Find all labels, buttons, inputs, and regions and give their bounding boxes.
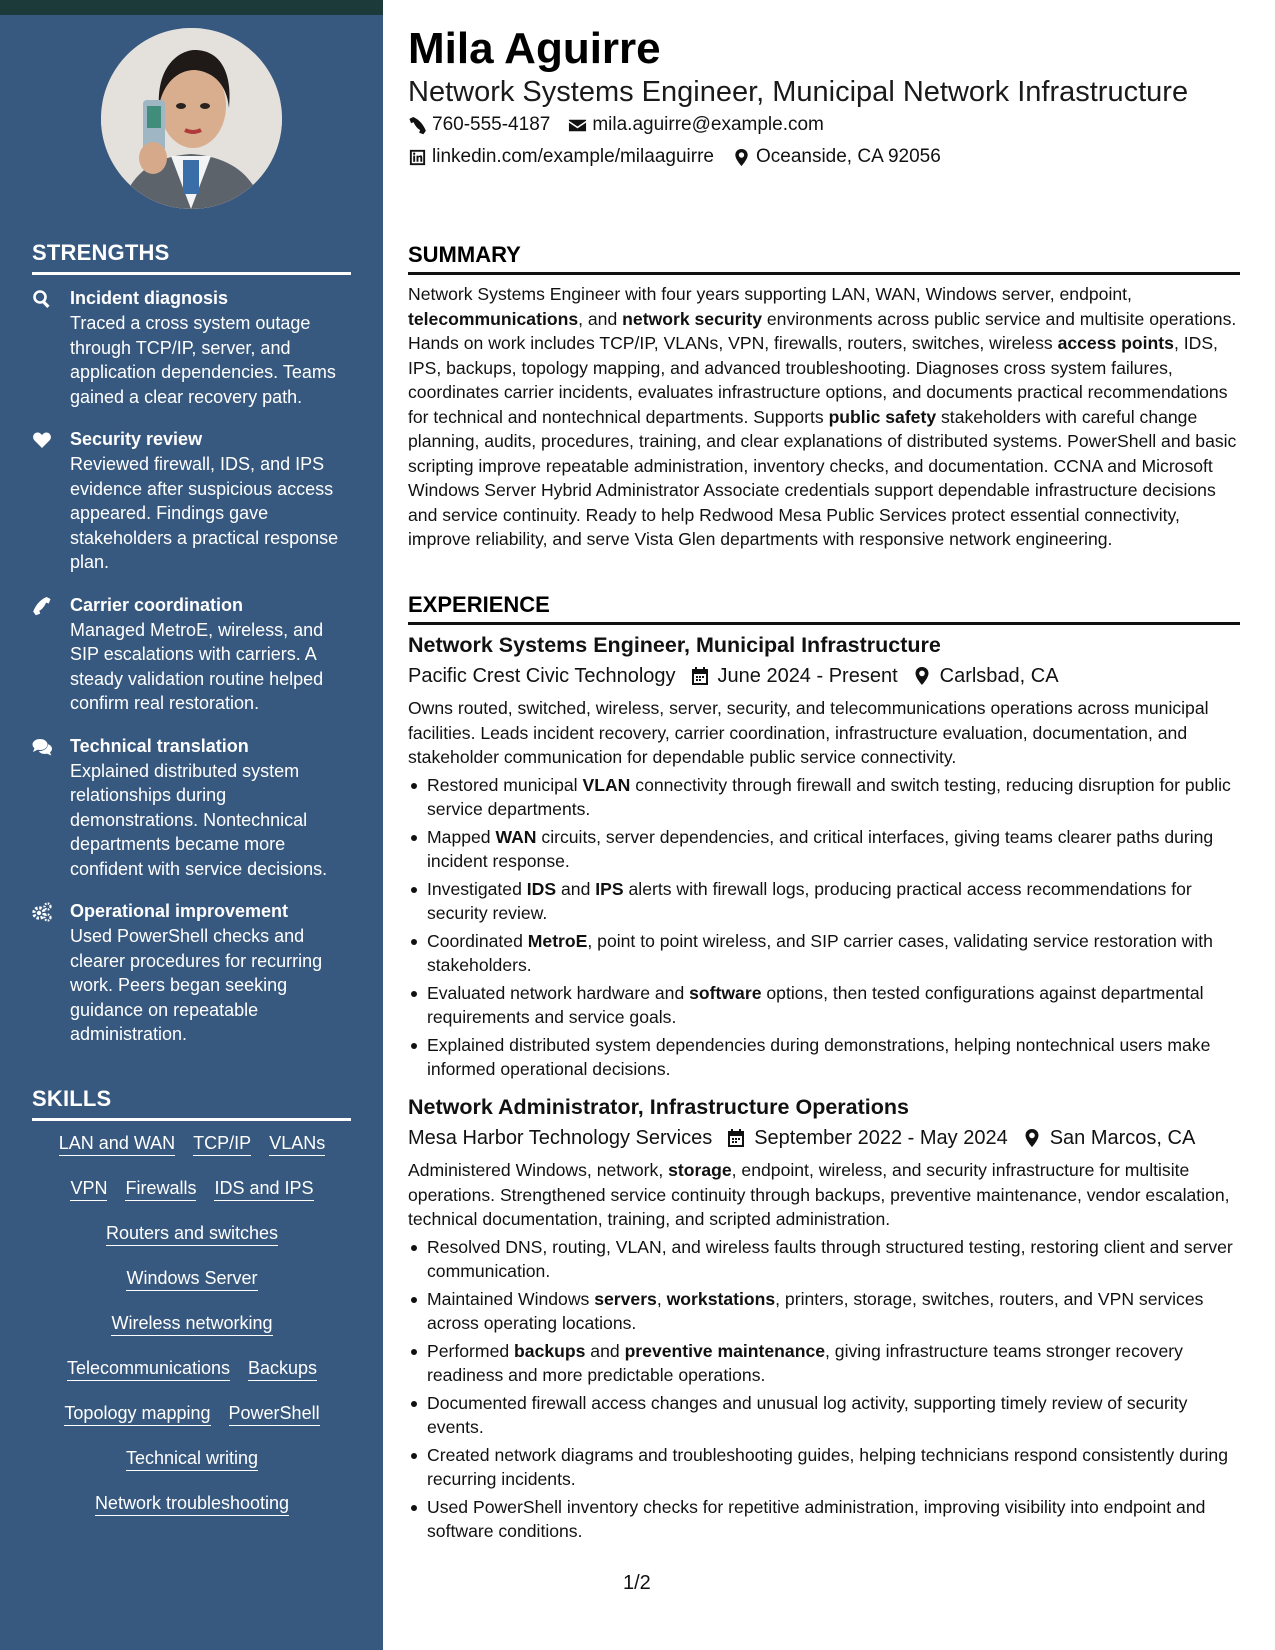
- email-text: mila.aguirre@example.com: [592, 114, 824, 135]
- list-item: Used PowerShell inventory checks for repetitive administration, improving visibility into endpoint and software conditions.: [408, 1495, 1240, 1544]
- strength-item: [32, 286, 352, 409]
- skill-row: [32, 1267, 352, 1312]
- job-company: Pacific Crest Civic Technology: [408, 665, 676, 687]
- list-item: Resolved DNS, routing, VLAN, and wireless faults through structured testing, restoring client and server communication.: [408, 1235, 1240, 1284]
- search-icon: [32, 286, 70, 409]
- job-dates: September 2022 - May 2024: [754, 1127, 1008, 1149]
- strength-title: Incident diagnosis: [70, 288, 229, 308]
- list-item: Explained distributed system dependencies during demonstrations, helping nontechnical users make informed operational decisions.: [408, 1033, 1240, 1082]
- list-item: Mapped WAN circuits, server dependencies, and critical interfaces, giving teams clearer paths during incident response.: [408, 825, 1240, 874]
- job-company: Mesa Harbor Technology Services: [408, 1127, 713, 1149]
- job-meta: [408, 1123, 1240, 1153]
- skill-tag: Telecommunications: [67, 1357, 230, 1381]
- list-item: Maintained Windows servers, workstations, printers, storage, switches, routers, and VPN services across operating locations.: [408, 1287, 1240, 1336]
- gears-icon: [32, 899, 70, 1047]
- list-item: Restored municipal VLAN connectivity through firewall and switch testing, reducing disruption for public service departments.: [408, 773, 1240, 822]
- job-bullets: [408, 773, 1240, 1082]
- summary-heading: SUMMARY: [408, 242, 1240, 275]
- strength-text: Managed MetroE, wireless, and SIP escalations with carriers. A steady validation routine helped confirm real restoration.: [70, 619, 324, 713]
- job-entry: [408, 631, 1240, 1085]
- skills-heading: SKILLS: [32, 1086, 351, 1121]
- strength-text: Used PowerShell checks and clearer procedures for recurring work. Peers began seeking guidance on repeatable administration.: [70, 926, 323, 1044]
- skill-tag: LAN and WAN: [59, 1132, 175, 1156]
- linkedin-icon: [408, 148, 427, 167]
- phone-text: 760-555-4187: [432, 114, 551, 135]
- skill-tag: Windows Server: [126, 1267, 257, 1291]
- job-bullets: [408, 1235, 1240, 1544]
- skill-tag: VLANs: [269, 1132, 325, 1156]
- skill-row: [32, 1447, 352, 1492]
- list-item: Performed backups and preventive maintenance, giving infrastructure teams stronger recovery readiness and more predictable operations.: [408, 1339, 1240, 1388]
- strength-item: [32, 427, 352, 575]
- sidebar: [0, 0, 383, 1650]
- contact-row: [408, 145, 941, 169]
- strength-title: Security review: [70, 429, 203, 449]
- calendar-icon: [712, 1128, 754, 1148]
- list-item: Evaluated network hardware and software options, then tested configurations against departmental requirements and service goals.: [408, 981, 1240, 1030]
- contact-linkedin[interactable]: [408, 145, 714, 169]
- list-item: Coordinated MetroE, point to point wireless, and SIP carrier cases, validating service restoration with stakeholders.: [408, 929, 1240, 978]
- skill-tag: Firewalls: [125, 1177, 196, 1201]
- map-pin-icon: [898, 666, 940, 686]
- skills-list: [32, 1132, 352, 1537]
- skill-tag: PowerShell: [229, 1402, 320, 1426]
- experience-heading: EXPERIENCE: [408, 592, 1240, 625]
- calendar-icon: [676, 666, 718, 686]
- strength-title: Operational improvement: [70, 901, 289, 921]
- skill-row: [32, 1312, 352, 1357]
- phone-icon: [408, 116, 427, 135]
- strength-text: Explained distributed system relationships during demonstrations. Nontechnical departments became more confident with service decisions.: [70, 760, 328, 879]
- skill-row: [32, 1222, 352, 1267]
- skill-row: [32, 1132, 352, 1177]
- job-dates: June 2024 - Present: [717, 665, 898, 687]
- skill-row: [32, 1492, 352, 1537]
- strength-title: Carrier coordination: [70, 594, 244, 615]
- strengths-list: [32, 286, 352, 1065]
- candidate-role: Network Systems Engineer, Municipal Network Infrastructure: [408, 76, 1189, 108]
- sidebar-top-bar: [0, 0, 383, 15]
- job-location: San Marcos, CA: [1049, 1127, 1196, 1149]
- skill-tag: VPN: [70, 1177, 107, 1201]
- skill-tag: Topology mapping: [64, 1402, 210, 1426]
- map-pin-icon: [732, 148, 751, 167]
- job-title: Network Administrator, Infrastructure Operations: [408, 1095, 909, 1119]
- list-item: Created network diagrams and troubleshooting guides, helping technicians respond consistently during recurring incidents.: [408, 1443, 1240, 1492]
- map-pin-icon: [1008, 1128, 1050, 1148]
- contact-location: [732, 145, 941, 169]
- page-number: 1/2: [623, 1572, 651, 1594]
- job-title: Network Systems Engineer, Municipal Infrastructure: [408, 633, 941, 657]
- skill-row: [32, 1357, 352, 1402]
- job-entry: [408, 1093, 1240, 1547]
- skill-tag: Technical writing: [126, 1447, 258, 1471]
- strength-title: Technical translation: [70, 735, 249, 756]
- contact-phone[interactable]: [408, 113, 550, 137]
- skill-row: [32, 1177, 352, 1222]
- job-description: Administered Windows, network, storage, endpoint, wireless, and security infrastructure for multisite operations. Strengthened service continuity through backups, preventive maintenance, vendor escalation, technical documentation, training, and scripted administration.: [408, 1160, 1230, 1229]
- location-text: Oceanside, CA 92056: [755, 146, 941, 167]
- linkedin-text: linkedin.com/example/milaaguirre: [432, 146, 714, 167]
- job-meta: [408, 661, 1240, 691]
- strength-item: [32, 899, 352, 1047]
- job-location: Carlsbad, CA: [939, 665, 1059, 687]
- heart-icon: [32, 427, 70, 575]
- skill-tag: IDS and IPS: [214, 1177, 313, 1201]
- skill-tag: Routers and switches: [106, 1222, 278, 1246]
- skill-row: [32, 1402, 352, 1447]
- skill-tag: Backups: [248, 1357, 317, 1381]
- strength-item: [32, 593, 352, 716]
- strengths-heading: STRENGTHS: [32, 240, 351, 275]
- strength-text: Reviewed firewall, IDS, and IPS evidence after suspicious access appeared. Findings gave stakeholders a practical response plan.: [70, 454, 339, 572]
- skill-tag: TCP/IP: [193, 1132, 251, 1156]
- job-description: Owns routed, switched, wireless, server, security, and telecommunications operations across municipal facilities. Leads incident recovery, carrier coordination, infrastructure evaluation, documentation, and stakeholder communication for dependable public service connectivity.: [408, 698, 1209, 767]
- summary-text: Network Systems Engineer with four years supporting LAN, WAN, Windows server, endpoint, telecommunications, and network security environments across public service and multisite operations. Hands on work includes TCP/IP, VLANs, VPN, firewalls, routers, switches, wireless access points, IDS, IPS, backups, topology mapping, and advanced troubleshooting. Diagnoses cross system failures, coordinates carrier incidents, evaluates infrastructure options, and documents practical recommendations for technical and nontechnical departments. Supports public safety stakeholders with careful change planning, audits, procedures, training, and clear explanations of distributed systems. PowerShell and basic scripting improve repeatable administration, inventory checks, and documentation. CCNA and Microsoft Windows Server Hybrid Administrator Associate credentials support dependable infrastructure decisions and service continuity. Ready to help Redwood Mesa Public Services protect essential connectivity, improve reliability, and serve Vista Glen departments with responsive network engineering.: [408, 284, 1237, 549]
- strength-item: [32, 734, 352, 882]
- phone-icon: [32, 593, 70, 716]
- strength-text: Traced a cross system outage through TCP/IP, server, and application dependencies. Teams gained a clear recovery path.: [70, 313, 336, 407]
- profile-photo: [101, 28, 282, 209]
- candidate-name: Mila Aguirre: [408, 24, 661, 73]
- contact-row: [408, 113, 824, 137]
- list-item: Documented firewall access changes and unusual log activity, supporting timely review of security events.: [408, 1391, 1240, 1440]
- skill-tag: Network troubleshooting: [95, 1492, 289, 1516]
- list-item: Investigated IDS and IPS alerts with firewall logs, producing practical access recommendations for security review.: [408, 877, 1240, 926]
- contact-email[interactable]: [568, 113, 824, 137]
- skill-tag: Wireless networking: [111, 1312, 272, 1336]
- comments-icon: [32, 734, 70, 882]
- envelope-icon: [568, 116, 587, 135]
